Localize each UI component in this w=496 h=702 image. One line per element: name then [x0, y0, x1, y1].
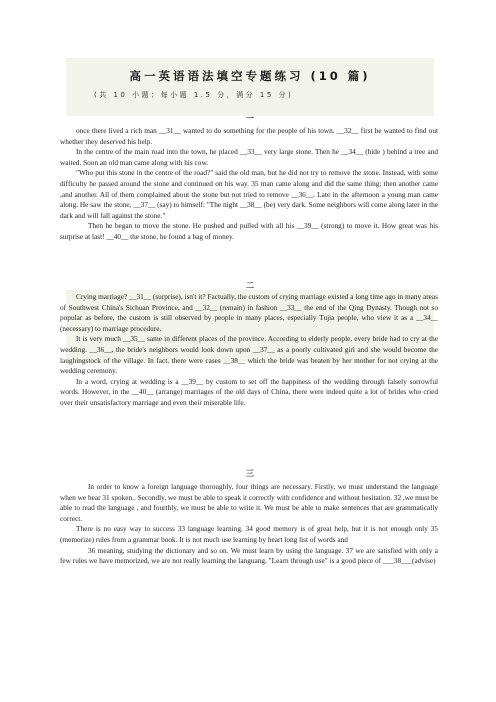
section-3-paragraph: There is no easy way to success 33 language learning. 34 good memory is of great help, but it is not enough only 35 (memorize) rules from a grammar book. It is not much use learning by heart long list of words and — [60, 524, 438, 544]
section-heading-2: 二 — [246, 281, 254, 290]
section-2-paragraph: Crying marriage? __31__ (surprise), isn't it? Factually, the custom of crying marriage existed a long time ago in many areas of Southwest China's Sichuan Province, and __32__ (remain) in fashion __33__ the end of the Qing Dynasty. Though not so popular as before, the custom is still observed by people in many places, especially Tujia people, who view it as a __34__ (necessary) to marriage procedure. — [60, 292, 438, 333]
title-block — [66, 58, 434, 100]
section-1-paragraph: Then he began to move the stone. He pushed and pulled with all his __39__ (strong) to move it. How great was his surprise at last! __40__ the stone, he found a bag of money. — [60, 221, 438, 241]
section-2-paragraph: In a word, crying at wedding is a __39__ by custom to set off the happiness of the wedding through falsely sorrowful words. However, in the __40__ (arrange) marriages of the old days of China, there were indeed quite a lot of brides who cried over their unsatisfactory marriage and even their miserable life. — [60, 376, 438, 407]
section-heading-3: 三 — [246, 469, 254, 478]
section-3-paragraph: In order to know a foreign language thoroughly, four things are necessary. Firstly, we must understand the language when we hear 31 spoken.. Secondly, we must be able to speak it correctly with confidence and without hesitation. 32 ,we must be able to read the language , and fourthly, we must be able to write it. We must be able to make sentences that are grammatically correct. — [60, 482, 438, 523]
section-3-text — [60, 482, 438, 567]
section-heading-1: 一 — [246, 114, 254, 123]
section-1-paragraph: once there lived a rich man __31__ wanted to do something for the people of his town. __32__ first he wanted to find out whether they deserved his help. — [60, 126, 438, 146]
page-title: 高一英语语法填空专题练习 (10 篇) — [129, 69, 371, 83]
section-3-paragraph: 36 meaning, studying the dictionary and so on. We must learn by using the language. 37 we are satisfied with only a few rules we have memorized, we are not really learning the languang. "Learn through use" is a good piece of ___38___(advise) — [60, 545, 438, 566]
section-1-text — [60, 126, 438, 243]
section-2-paragraph: It is very much __35__ same in different places of the province. According to elderly people, every bride had to cry at the wedding. __36__, the bride's neighbors would look down upon __37__ as a poorly cultivated girl and she would become the laughingstock of the village. In fact, there were cases __38__ which the bride was beaten by her mother for not crying at the wedding ceremony. — [60, 334, 438, 376]
section-1-paragraph: "Who put this stone in the centre of the road?" said the old man, but he did not try to remove the stone. Instead, with some difficulty he passed around the stone and continued on his way. 35 man came along and did the same thing; then another came ,and another. All of them complained about the stone but not tried to remove __36__. Late in the afternoon a young man came along. He saw the stone, __37__ (say) to himself: "The night __38__ (be) very dark. Some neighbors will come along later in the dark and will fall against the stone." — [60, 168, 438, 220]
section-1-paragraph: In the centre of the main road into the town, he placed __33__ very large stone. Then he __34__ (hide ) behind a tree and waited. Soon an old man came along with his cow. — [60, 147, 438, 167]
page-subtitle: (共 10 小题；每小题 1.5 分，满分 15 分) — [94, 91, 294, 99]
section-2-text — [60, 292, 438, 409]
